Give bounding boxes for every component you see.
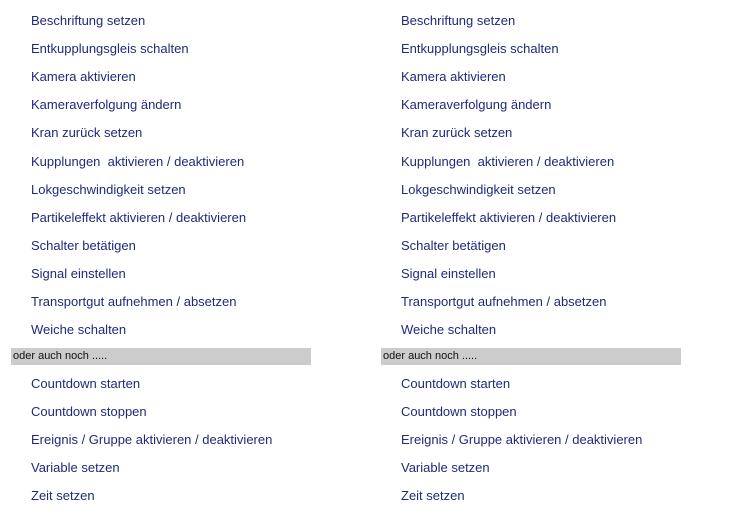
action-item[interactable]: Kameraverfolgung ändern (401, 97, 552, 112)
action-item[interactable]: Kran zurück setzen (31, 125, 143, 140)
action-item[interactable]: Beschriftung setzen (401, 13, 516, 28)
action-item[interactable]: Kamera aktivieren (31, 69, 136, 84)
action-item[interactable]: Partikeleffekt aktivieren / deaktivieren (31, 210, 247, 225)
action-item[interactable]: Signal einstellen (31, 266, 126, 281)
action-item[interactable]: Zeit setzen (31, 488, 95, 503)
section-separator: oder auch noch ..... (381, 348, 681, 365)
action-item[interactable]: Signal einstellen (401, 266, 496, 281)
action-item[interactable]: Countdown starten (31, 376, 141, 391)
action-item[interactable]: Kupplungen aktivieren / deaktivieren (31, 154, 245, 169)
action-item[interactable]: Lokgeschwindigkeit setzen (401, 182, 556, 197)
action-item[interactable]: Ereignis / Gruppe aktivieren / deaktivieren (31, 432, 273, 447)
action-item[interactable]: Kameraverfolgung ändern (31, 97, 182, 112)
action-item[interactable]: Partikeleffekt aktivieren / deaktivieren (401, 210, 617, 225)
action-item[interactable]: Entkupplungsgleis schalten (31, 41, 189, 56)
action-item[interactable]: Lokgeschwindigkeit setzen (31, 182, 186, 197)
action-item[interactable]: Ereignis / Gruppe aktivieren / deaktivieren (401, 432, 643, 447)
action-item[interactable]: Zeit setzen (401, 488, 465, 503)
action-item[interactable]: Kupplungen aktivieren / deaktivieren (401, 154, 615, 169)
action-item[interactable]: Variable setzen (401, 460, 490, 475)
action-item[interactable]: Kran zurück setzen (401, 125, 513, 140)
action-item[interactable]: Variable setzen (31, 460, 120, 475)
action-item[interactable]: Transportgut aufnehmen / absetzen (31, 294, 237, 309)
action-item[interactable]: Beschriftung setzen (31, 13, 146, 28)
action-item[interactable]: Transportgut aufnehmen / absetzen (401, 294, 607, 309)
action-item[interactable]: Countdown stoppen (31, 404, 147, 419)
action-item[interactable]: Countdown starten (401, 376, 511, 391)
action-item[interactable]: Entkupplungsgleis schalten (401, 41, 559, 56)
action-item[interactable]: Countdown stoppen (401, 404, 517, 419)
action-item[interactable]: Kamera aktivieren (401, 69, 506, 84)
action-item[interactable]: Weiche schalten (401, 322, 497, 337)
action-item[interactable]: Weiche schalten (31, 322, 127, 337)
action-item[interactable]: Schalter betätigen (31, 238, 136, 253)
section-separator: oder auch noch ..... (11, 348, 311, 365)
action-item[interactable]: Schalter betätigen (401, 238, 506, 253)
